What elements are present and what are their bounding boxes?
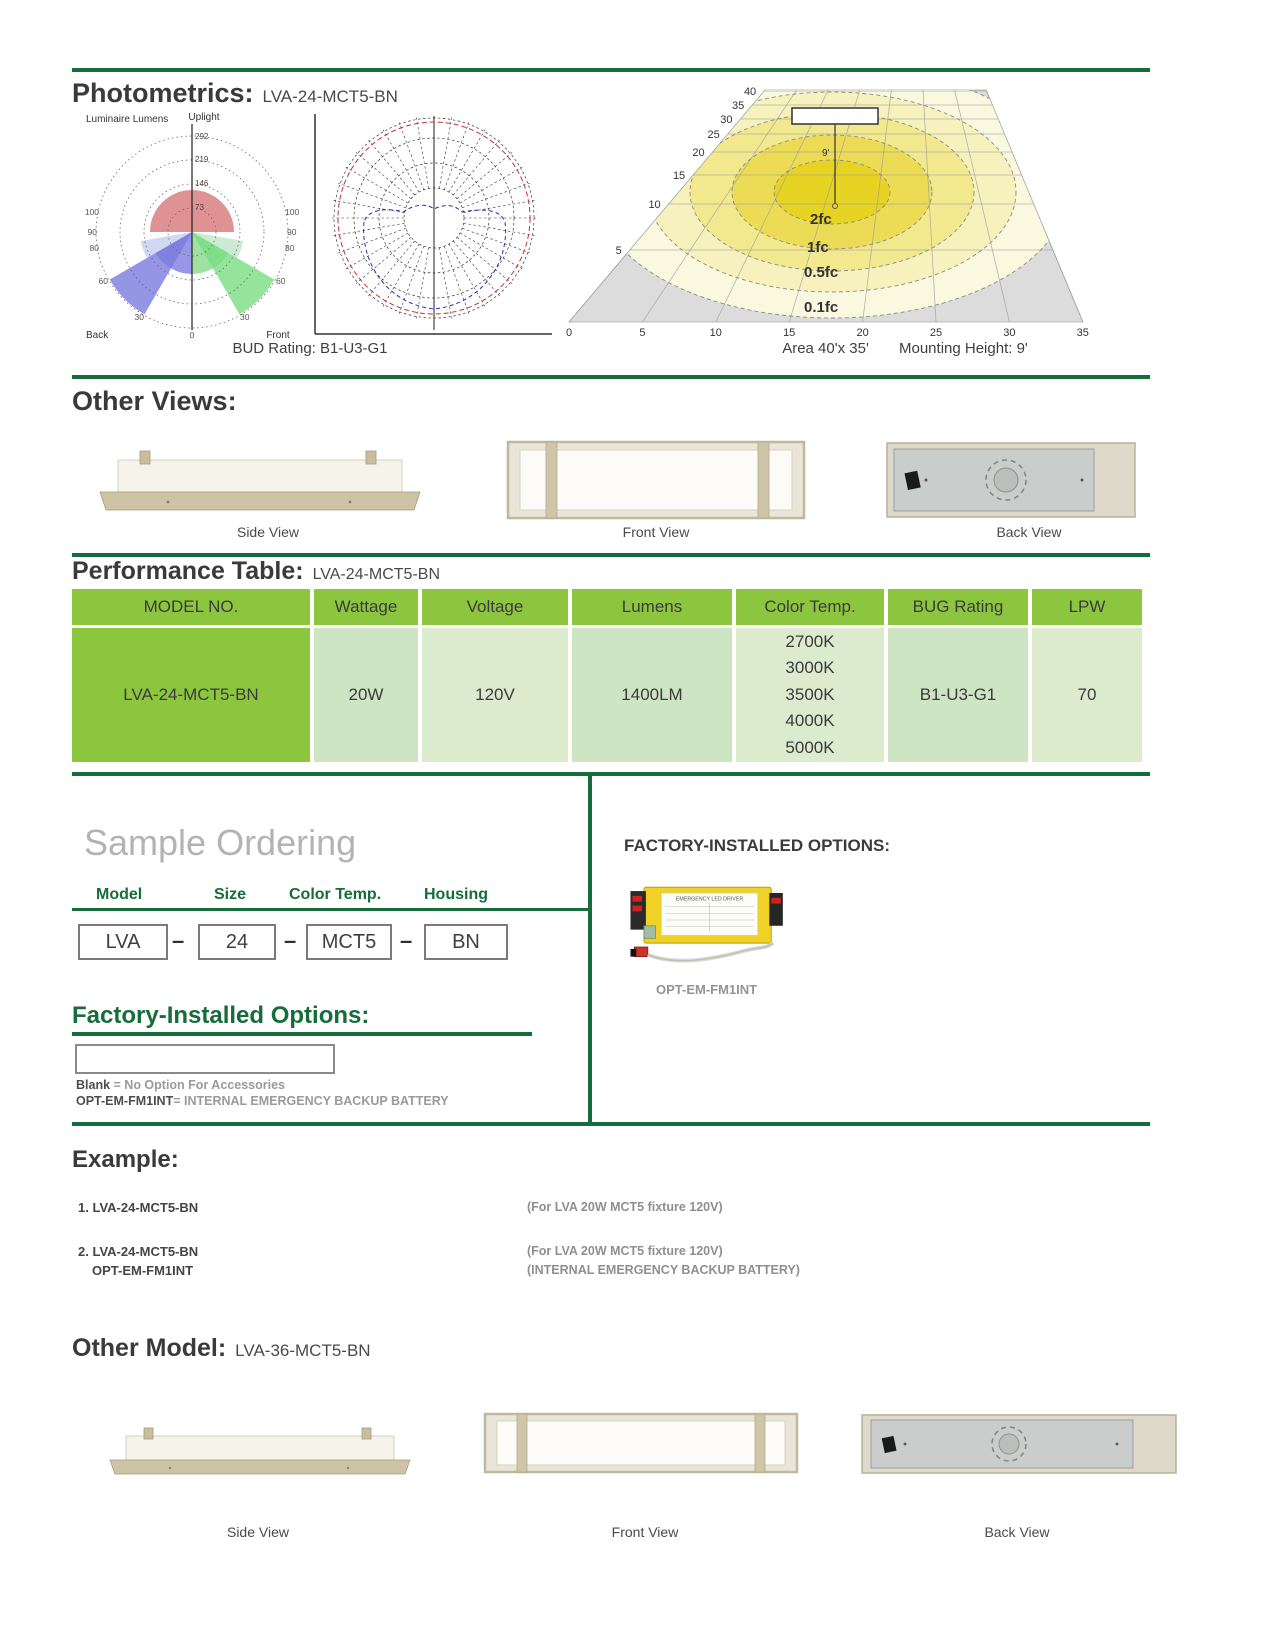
order-col-housing: Housing: [424, 886, 488, 903]
cell-wattage: 20W: [314, 628, 418, 762]
svg-text:60: 60: [98, 276, 108, 286]
other-model-heading: [72, 1334, 371, 1363]
svg-text:146: 146: [195, 179, 209, 188]
col-header-lpw: LPW: [1032, 589, 1142, 625]
other-views-heading: Other Views:: [72, 386, 237, 416]
order-separator: –: [400, 928, 413, 953]
col-header-wattage: Wattage: [314, 589, 418, 625]
example-note-1: (For LVA 20W MCT5 fixture 120V): [527, 1200, 723, 1214]
driver-label-text: EMERGENCY LED DRIVER: [675, 896, 744, 903]
svg-text:30: 30: [240, 312, 250, 322]
svg-text:100: 100: [285, 207, 300, 217]
svg-text:10: 10: [648, 199, 661, 211]
example-item-2-option: OPT-EM-FM1INT: [92, 1263, 194, 1278]
svg-text:60: 60: [276, 276, 286, 286]
blank-option-key: Blank: [76, 1078, 111, 1092]
other-model-title: Other Model:: [72, 1334, 227, 1362]
other-model-number: LVA-36-MCT5-BN: [235, 1341, 371, 1360]
order-value-size: 24: [198, 924, 276, 960]
color-temp-option: 3000K: [785, 658, 835, 678]
order-col-size: Size: [214, 886, 247, 903]
section-divider: [72, 375, 1150, 379]
performance-table: [72, 589, 1142, 762]
vertical-divider: [588, 776, 592, 1126]
example-item-1: [78, 1200, 198, 1215]
order-separator: –: [172, 928, 185, 953]
svg-text:90: 90: [287, 227, 297, 237]
section-divider: [72, 68, 1150, 72]
svg-text:40: 40: [743, 86, 757, 98]
blank-option-text: = No Option For Accessories: [110, 1078, 285, 1092]
example-heading: Example:: [72, 1146, 179, 1173]
svg-text:73: 73: [195, 203, 204, 212]
lumens-chart-title: Luminaire Lumens: [86, 114, 169, 125]
order-underline: [72, 908, 588, 911]
svg-text:30: 30: [720, 114, 733, 126]
pole-height-label: 9': [822, 148, 830, 159]
candela-polar-chart: [312, 112, 552, 340]
svg-text:0.1fc: 0.1fc: [804, 299, 839, 316]
side-view-caption: Side View: [236, 524, 299, 540]
order-value-housing: BN: [424, 924, 508, 960]
back-view-caption: Back View: [996, 524, 1062, 540]
area-label: Area 40'x 35': [782, 340, 869, 357]
svg-text:100: 100: [84, 207, 99, 217]
cell-bug: B1-U3-G1: [888, 628, 1028, 762]
cell-lpw: 70: [1032, 628, 1142, 762]
color-temp-option: 2700K: [785, 632, 835, 652]
order-value-model: LVA: [78, 924, 168, 960]
svg-text:5: 5: [639, 327, 646, 339]
svg-text:5: 5: [615, 245, 622, 257]
factory-options-right-heading: FACTORY-INSTALLED OPTIONS:: [624, 836, 891, 855]
opt-em-text: = INTERNAL EMERGENCY BACKUP BATTERY: [173, 1094, 449, 1108]
col-header-lumens: Lumens: [572, 589, 732, 625]
back-view-caption-36: Back View: [984, 1524, 1050, 1540]
luminaire-lumens-chart: [82, 108, 310, 340]
section-divider: [72, 772, 1150, 776]
back-view-image-36: [861, 1414, 1177, 1474]
color-temp-option: 4000K: [785, 711, 835, 731]
svg-text:20: 20: [856, 327, 869, 339]
example-note-2b: (INTERNAL EMERGENCY BACKUP BATTERY): [527, 1263, 800, 1277]
factory-options-underline: [72, 1032, 532, 1036]
isofootcandle-plot: [560, 78, 1120, 342]
cell-lumens: 1400LM: [572, 628, 732, 762]
front-view-caption: Front View: [622, 524, 690, 540]
cell-colortemp: [736, 628, 884, 762]
mounting-height-label: Mounting Height: 9': [899, 340, 1028, 357]
col-header-model: MODEL NO.: [72, 589, 310, 625]
front-label: Front: [266, 330, 290, 340]
order-separator: –: [284, 928, 297, 953]
option-entry-box: [75, 1044, 335, 1074]
svg-text:2fc: 2fc: [810, 211, 832, 228]
svg-text:219: 219: [195, 155, 209, 164]
cell-voltage: 120V: [422, 628, 568, 762]
order-col-colortemp: Color Temp.: [289, 886, 382, 903]
section-divider: [72, 1122, 1150, 1126]
svg-text:30: 30: [1003, 327, 1016, 339]
col-header-colortemp: Color Temp.: [736, 589, 884, 625]
photometrics-model: LVA-24-MCT5-BN: [262, 87, 398, 106]
svg-text:35: 35: [732, 100, 745, 112]
example-number: 2.: [78, 1244, 89, 1259]
svg-text:0.5fc: 0.5fc: [804, 264, 839, 281]
svg-text:25: 25: [929, 327, 943, 339]
emergency-driver-image: [628, 866, 793, 974]
opt-em-key: OPT-EM-FM1INT: [76, 1094, 174, 1108]
example-number: 1.: [78, 1200, 89, 1215]
front-view-image-36: [483, 1412, 799, 1474]
svg-text:80: 80: [285, 243, 295, 253]
factory-options-heading: Factory-Installed Options:: [72, 1002, 370, 1029]
front-view-caption-36: Front View: [611, 1524, 679, 1540]
photometrics-heading: [72, 78, 398, 109]
example-note-2: (For LVA 20W MCT5 fixture 120V): [527, 1244, 723, 1258]
candela-curve-blue: [364, 205, 506, 309]
performance-model: LVA-24-MCT5-BN: [312, 566, 440, 583]
area-caption: [690, 340, 1120, 357]
performance-heading: [72, 557, 440, 586]
svg-text:35: 35: [1076, 327, 1089, 339]
photometrics-title: Photometrics:: [72, 78, 254, 108]
blank-option-note: [76, 1078, 285, 1092]
svg-text:0: 0: [189, 330, 195, 340]
svg-text:15: 15: [783, 327, 796, 339]
side-view-caption-36: Side View: [226, 1524, 289, 1540]
driver-option-caption: OPT-EM-FM1INT: [656, 982, 758, 997]
uplight-label: Uplight: [188, 112, 220, 123]
side-view-image: [88, 446, 433, 512]
opt-em-note: [76, 1094, 449, 1108]
color-temp-option: 3500K: [785, 684, 835, 704]
order-value-colortemp: MCT5: [306, 924, 392, 960]
front-view-image: [506, 440, 806, 520]
svg-text:10: 10: [709, 327, 722, 339]
svg-text:90: 90: [87, 227, 97, 237]
svg-text:0: 0: [565, 327, 573, 339]
example-code: LVA-24-MCT5-BN: [92, 1244, 199, 1259]
svg-text:30: 30: [134, 312, 144, 322]
side-view-image-36: [100, 1424, 420, 1476]
svg-text:15: 15: [672, 170, 686, 182]
svg-text:20: 20: [692, 147, 705, 159]
color-temp-option: 5000K: [785, 737, 835, 757]
svg-text:1fc: 1fc: [807, 239, 829, 256]
col-header-voltage: Voltage: [422, 589, 568, 625]
back-view-image: [886, 442, 1136, 518]
bud-rating-caption: BUD Rating: B1-U3-G1: [232, 340, 388, 357]
order-col-model: Model: [96, 886, 143, 903]
col-header-bug: BUG Rating: [888, 589, 1028, 625]
svg-text:292: 292: [195, 132, 209, 141]
sample-ordering-title: Sample Ordering: [84, 822, 357, 863]
example-item-2: [78, 1244, 198, 1259]
back-label: Back: [86, 330, 109, 340]
svg-text:80: 80: [89, 243, 99, 253]
svg-text:25: 25: [707, 129, 720, 141]
example-code: LVA-24-MCT5-BN: [92, 1200, 199, 1215]
cell-model: LVA-24-MCT5-BN: [72, 628, 310, 762]
performance-title: Performance Table:: [72, 557, 304, 585]
